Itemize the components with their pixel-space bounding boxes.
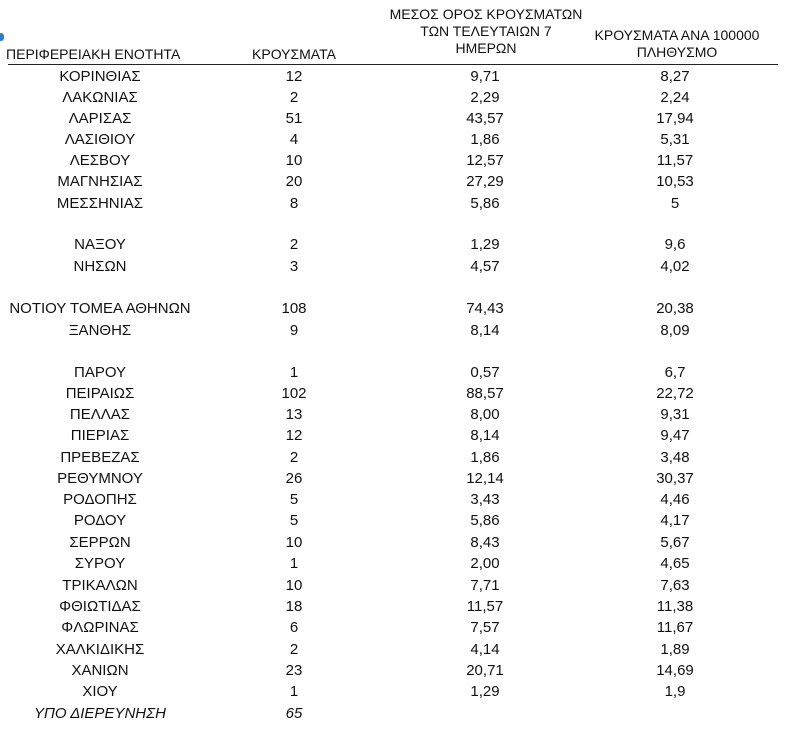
cell-region: ΠΡΕΒΕΖΑΣ xyxy=(60,449,140,466)
cell-region: ΠΕΛΛΑΣ xyxy=(69,406,131,423)
cell-cases: 2 xyxy=(289,641,299,658)
cell-avg7: 11,57 xyxy=(466,598,504,615)
cell-cases: 3 xyxy=(289,258,299,275)
cell-region: ΡΟΔΟΠΗΣ xyxy=(63,491,137,508)
cell-cases: 12 xyxy=(285,427,303,444)
cell-per100k: 30,37 xyxy=(656,470,694,487)
cell-region: ΛΑΣΙΘΙΟΥ xyxy=(64,131,136,148)
cell-region: ΧΙΟΥ xyxy=(82,683,118,700)
cell-per100k: 17,94 xyxy=(656,110,694,127)
cell-cases: 10 xyxy=(285,577,303,594)
cell-avg7: 4,57 xyxy=(470,258,500,275)
table-row xyxy=(0,66,801,87)
cell-cases: 10 xyxy=(285,152,303,169)
cell-cases: 26 xyxy=(285,470,303,487)
cell-per100k: 11,38 xyxy=(656,598,694,615)
cell-avg7: 20,71 xyxy=(466,662,504,679)
cell-avg7: 8,14 xyxy=(470,322,500,339)
footer-cases: 65 xyxy=(285,705,303,722)
cell-per100k: 1,9 xyxy=(664,683,686,700)
cell-cases: 4 xyxy=(289,131,299,148)
table-row xyxy=(0,447,801,468)
cell-region: ΠΑΡΟΥ xyxy=(73,364,127,381)
cell-avg7: 4,14 xyxy=(470,641,500,658)
cell-avg7: 1,29 xyxy=(470,236,500,253)
cell-per100k: 10,53 xyxy=(656,173,694,190)
cell-cases: 1 xyxy=(289,364,299,381)
cell-per100k: 20,38 xyxy=(656,300,694,317)
table-row xyxy=(0,171,801,192)
cell-region: ΛΑΡΙΣΑΣ xyxy=(68,110,132,127)
cell-region: ΝΗΣΩΝ xyxy=(73,258,127,275)
header-per100k xyxy=(572,27,782,61)
cell-cases: 8 xyxy=(289,195,299,212)
cell-per100k: 14,69 xyxy=(656,662,694,679)
cell-region: ΚΟΡΙΝΘΙΑΣ xyxy=(59,68,141,85)
cell-avg7: 12,14 xyxy=(466,470,504,487)
table-row xyxy=(0,150,801,171)
table-row xyxy=(0,298,801,319)
cell-avg7: 1,86 xyxy=(470,131,500,148)
table-row xyxy=(0,129,801,150)
cell-avg7: 88,57 xyxy=(466,385,504,402)
cell-per100k: 5,31 xyxy=(660,131,690,148)
cell-per100k: 4,65 xyxy=(660,555,690,572)
cell-per100k: 9,6 xyxy=(664,236,686,253)
cell-per100k: 2,24 xyxy=(660,89,690,106)
table-row xyxy=(0,468,801,489)
cell-region: ΛΕΣΒΟΥ xyxy=(69,152,131,169)
table-row xyxy=(0,575,801,596)
cell-cases: 9 xyxy=(289,322,299,339)
cell-avg7: 9,71 xyxy=(470,68,500,85)
table-row xyxy=(0,362,801,383)
table-row xyxy=(0,425,801,446)
table-row xyxy=(0,617,801,638)
table-row xyxy=(0,510,801,531)
cell-region: ΡΕΘΥΜΝΟΥ xyxy=(57,470,143,487)
page-edge-marker xyxy=(0,33,4,41)
cell-cases: 108 xyxy=(281,300,307,317)
cell-cases: 12 xyxy=(285,68,303,85)
table-row xyxy=(0,553,801,574)
table-row xyxy=(0,660,801,681)
footer-row xyxy=(0,703,801,724)
header-rule xyxy=(8,64,778,65)
cell-avg7: 5,86 xyxy=(470,195,500,212)
cell-cases: 10 xyxy=(285,534,303,551)
cell-per100k: 3,48 xyxy=(660,449,690,466)
cell-per100k: 7,63 xyxy=(660,577,690,594)
cell-avg7: 0,57 xyxy=(470,364,500,381)
cell-cases: 102 xyxy=(281,385,307,402)
cell-per100k: 8,09 xyxy=(660,322,690,339)
table-row xyxy=(0,681,801,702)
table-row xyxy=(0,87,801,108)
cell-region: ΤΡΙΚΑΛΩΝ xyxy=(62,577,138,594)
header-region: ΠΕΡΙΦΕΡΕΙΑΚΗ ΕΝΟΤΗΤΑ xyxy=(6,46,181,62)
cell-cases: 1 xyxy=(289,555,299,572)
cell-cases: 18 xyxy=(285,598,303,615)
table-row xyxy=(0,404,801,425)
cell-avg7: 2,00 xyxy=(470,555,500,572)
cell-region: ΣΥΡΟΥ xyxy=(74,555,126,572)
cell-cases: 51 xyxy=(285,110,303,127)
cell-region: ΝΑΞΟΥ xyxy=(74,236,126,253)
cell-cases: 6 xyxy=(289,619,299,636)
table-row xyxy=(0,489,801,510)
cell-per100k: 5,67 xyxy=(660,534,690,551)
cell-region: ΧΑΝΙΩΝ xyxy=(71,662,129,679)
cell-region: ΛΑΚΩΝΙΑΣ xyxy=(62,89,138,106)
cell-avg7: 27,29 xyxy=(466,173,504,190)
cell-cases: 2 xyxy=(289,236,299,253)
cell-region: ΜΑΓΝΗΣΙΑΣ xyxy=(57,173,143,190)
cell-cases: 5 xyxy=(289,512,299,529)
cell-avg7: 8,00 xyxy=(470,406,500,423)
cell-per100k: 1,89 xyxy=(660,641,690,658)
cell-avg7: 7,71 xyxy=(470,577,500,594)
cell-cases: 20 xyxy=(285,173,303,190)
cell-avg7: 1,29 xyxy=(470,683,500,700)
cell-cases: 2 xyxy=(289,89,299,106)
header-per100k-line1: ΚΡΟΥΣΜΑΤΑ ΑΝΑ 100000 xyxy=(594,27,760,43)
header-avg7 xyxy=(376,6,596,57)
cell-avg7: 2,29 xyxy=(470,89,500,106)
cell-avg7: 1,86 xyxy=(470,449,500,466)
cell-region: ΦΘΙΩΤΙΔΑΣ xyxy=(59,598,141,615)
table-row xyxy=(0,532,801,553)
footer-label: ΥΠΟ ΔΙΕΡΕΥΝΗΣΗ xyxy=(34,705,166,722)
cell-region: ΞΑΝΘΗΣ xyxy=(68,322,132,339)
cell-region: ΣΕΡΡΩΝ xyxy=(69,534,131,551)
cell-cases: 2 xyxy=(289,449,299,466)
table-row xyxy=(0,596,801,617)
cell-cases: 1 xyxy=(289,683,299,700)
cell-per100k: 4,17 xyxy=(660,512,690,529)
cell-avg7: 12,57 xyxy=(466,152,504,169)
table-row xyxy=(0,256,801,277)
table-row xyxy=(0,639,801,660)
cell-per100k: 8,27 xyxy=(660,68,690,85)
cell-region: ΜΕΣΣΗΝΙΑΣ xyxy=(56,195,144,212)
cell-avg7: 5,86 xyxy=(470,512,500,529)
table-row xyxy=(0,383,801,404)
cell-per100k: 4,02 xyxy=(660,258,690,275)
cell-avg7: 8,14 xyxy=(470,427,500,444)
cell-region: ΦΛΩΡΙΝΑΣ xyxy=(61,619,139,636)
table-row xyxy=(0,193,801,214)
header-per100k-line2: ΠΛΗΘΥΣΜΟ xyxy=(636,44,718,60)
header-avg7-line3: ΗΜΕΡΩΝ xyxy=(455,40,517,56)
cell-avg7: 7,57 xyxy=(470,619,500,636)
cell-cases: 23 xyxy=(285,662,303,679)
cell-avg7: 43,57 xyxy=(466,110,504,127)
cell-avg7: 74,43 xyxy=(466,300,504,317)
table-row xyxy=(0,108,801,129)
cell-avg7: 3,43 xyxy=(470,491,500,508)
cell-per100k: 4,46 xyxy=(660,491,690,508)
cell-region: ΡΟΔΟΥ xyxy=(73,512,127,529)
table-row xyxy=(0,320,801,341)
cell-per100k: 11,67 xyxy=(656,619,694,636)
cell-per100k: 9,47 xyxy=(660,427,690,444)
cell-region: ΝΟΤΙΟΥ ΤΟΜΕΑ ΑΘΗΝΩΝ xyxy=(9,300,191,317)
cell-per100k: 6,7 xyxy=(664,364,686,381)
cell-region: ΠΕΙΡΑΙΩΣ xyxy=(65,385,135,402)
cell-per100k: 5 xyxy=(670,195,680,212)
header-avg7-line2: ΤΩΝ ΤΕΛΕΥΤΑΙΩΝ 7 xyxy=(420,23,552,39)
cell-avg7: 8,43 xyxy=(470,534,500,551)
cell-region: ΧΑΛΚΙΔΙΚΗΣ xyxy=(55,641,145,658)
cell-per100k: 11,57 xyxy=(656,152,694,169)
cell-per100k: 22,72 xyxy=(656,385,694,402)
header-avg7-line1: ΜΕΣΟΣ ΟΡΟΣ ΚΡΟΥΣΜΑΤΩΝ xyxy=(389,6,583,22)
cell-cases: 5 xyxy=(289,491,299,508)
cell-per100k: 9,31 xyxy=(660,406,690,423)
cell-region: ΠΙΕΡΙΑΣ xyxy=(70,427,130,444)
cell-cases: 13 xyxy=(285,406,303,423)
table-row xyxy=(0,234,801,255)
header-cases: ΚΡΟΥΣΜΑΤΑ xyxy=(252,46,336,62)
